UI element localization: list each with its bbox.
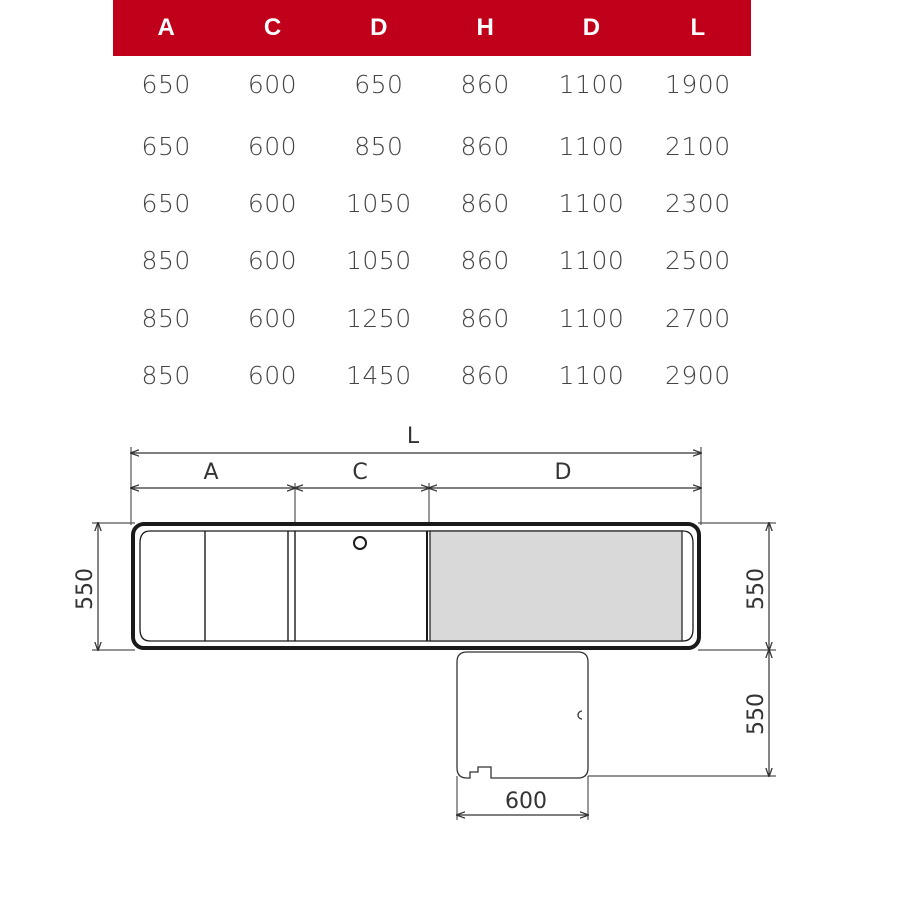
table-cell: 650 [141,188,191,218]
label-c: C [352,460,368,485]
col-header-d: D [326,0,432,56]
table-cell: 600 [247,361,298,391]
label-right-depth: 550 [744,568,769,610]
col-header-l: L [645,0,751,56]
label-d: D [554,460,572,485]
label-a: A [203,460,219,485]
table-cell: 850 [141,246,191,276]
table-cell: 2100 [665,131,731,161]
table-cell: 850 [141,361,191,391]
label-extension-width: 600 [505,789,547,814]
table-cell: 1100 [558,246,625,276]
col-header-a: A [113,0,219,56]
col-header-h: H [432,0,538,56]
table-cell: 850 [141,303,191,333]
table-cell: 1100 [558,70,625,100]
table-cell: 860 [460,70,510,100]
label-extension-depth: 550 [744,693,769,735]
table-cell: 850 [354,131,404,161]
table-cell: 860 [460,303,510,333]
table-cell: 1100 [558,361,625,391]
label-left-depth: 550 [73,568,98,610]
table-cell: 2700 [665,303,731,333]
table-cell: 600 [247,131,298,161]
counter-body [133,524,699,648]
table-cell: 600 [247,303,298,333]
table-cell: 1450 [346,361,412,391]
table-cell: 2500 [665,246,731,276]
extension-outline [457,652,588,778]
counter-extension [457,652,588,778]
label-l: L [406,424,420,449]
table-cell: 650 [141,70,191,100]
table-cell: 1050 [346,246,412,276]
table-cell: 1900 [665,70,731,100]
table-cell: 860 [460,361,510,391]
table-cell: 600 [247,246,298,276]
table-cell: 860 [460,246,510,276]
table-cell: 650 [354,70,404,100]
table-cell: 1100 [558,188,625,218]
display-panel [430,531,682,641]
table-cell: 860 [460,188,510,218]
col-header-d2: D [538,0,644,56]
drain-hole [354,537,366,549]
table-cell: 1100 [558,303,625,333]
table-cell: 1050 [346,188,412,218]
col-header-c: C [219,0,325,56]
table-cell: 600 [247,70,298,100]
table-cell: 1250 [346,303,412,333]
table-cell: 650 [141,131,191,161]
table-cell: 2300 [665,188,731,218]
table-cell: 600 [247,188,298,218]
table-cell: 860 [460,131,510,161]
table-cell: 1100 [558,131,625,161]
table-cell: 2900 [665,361,731,391]
